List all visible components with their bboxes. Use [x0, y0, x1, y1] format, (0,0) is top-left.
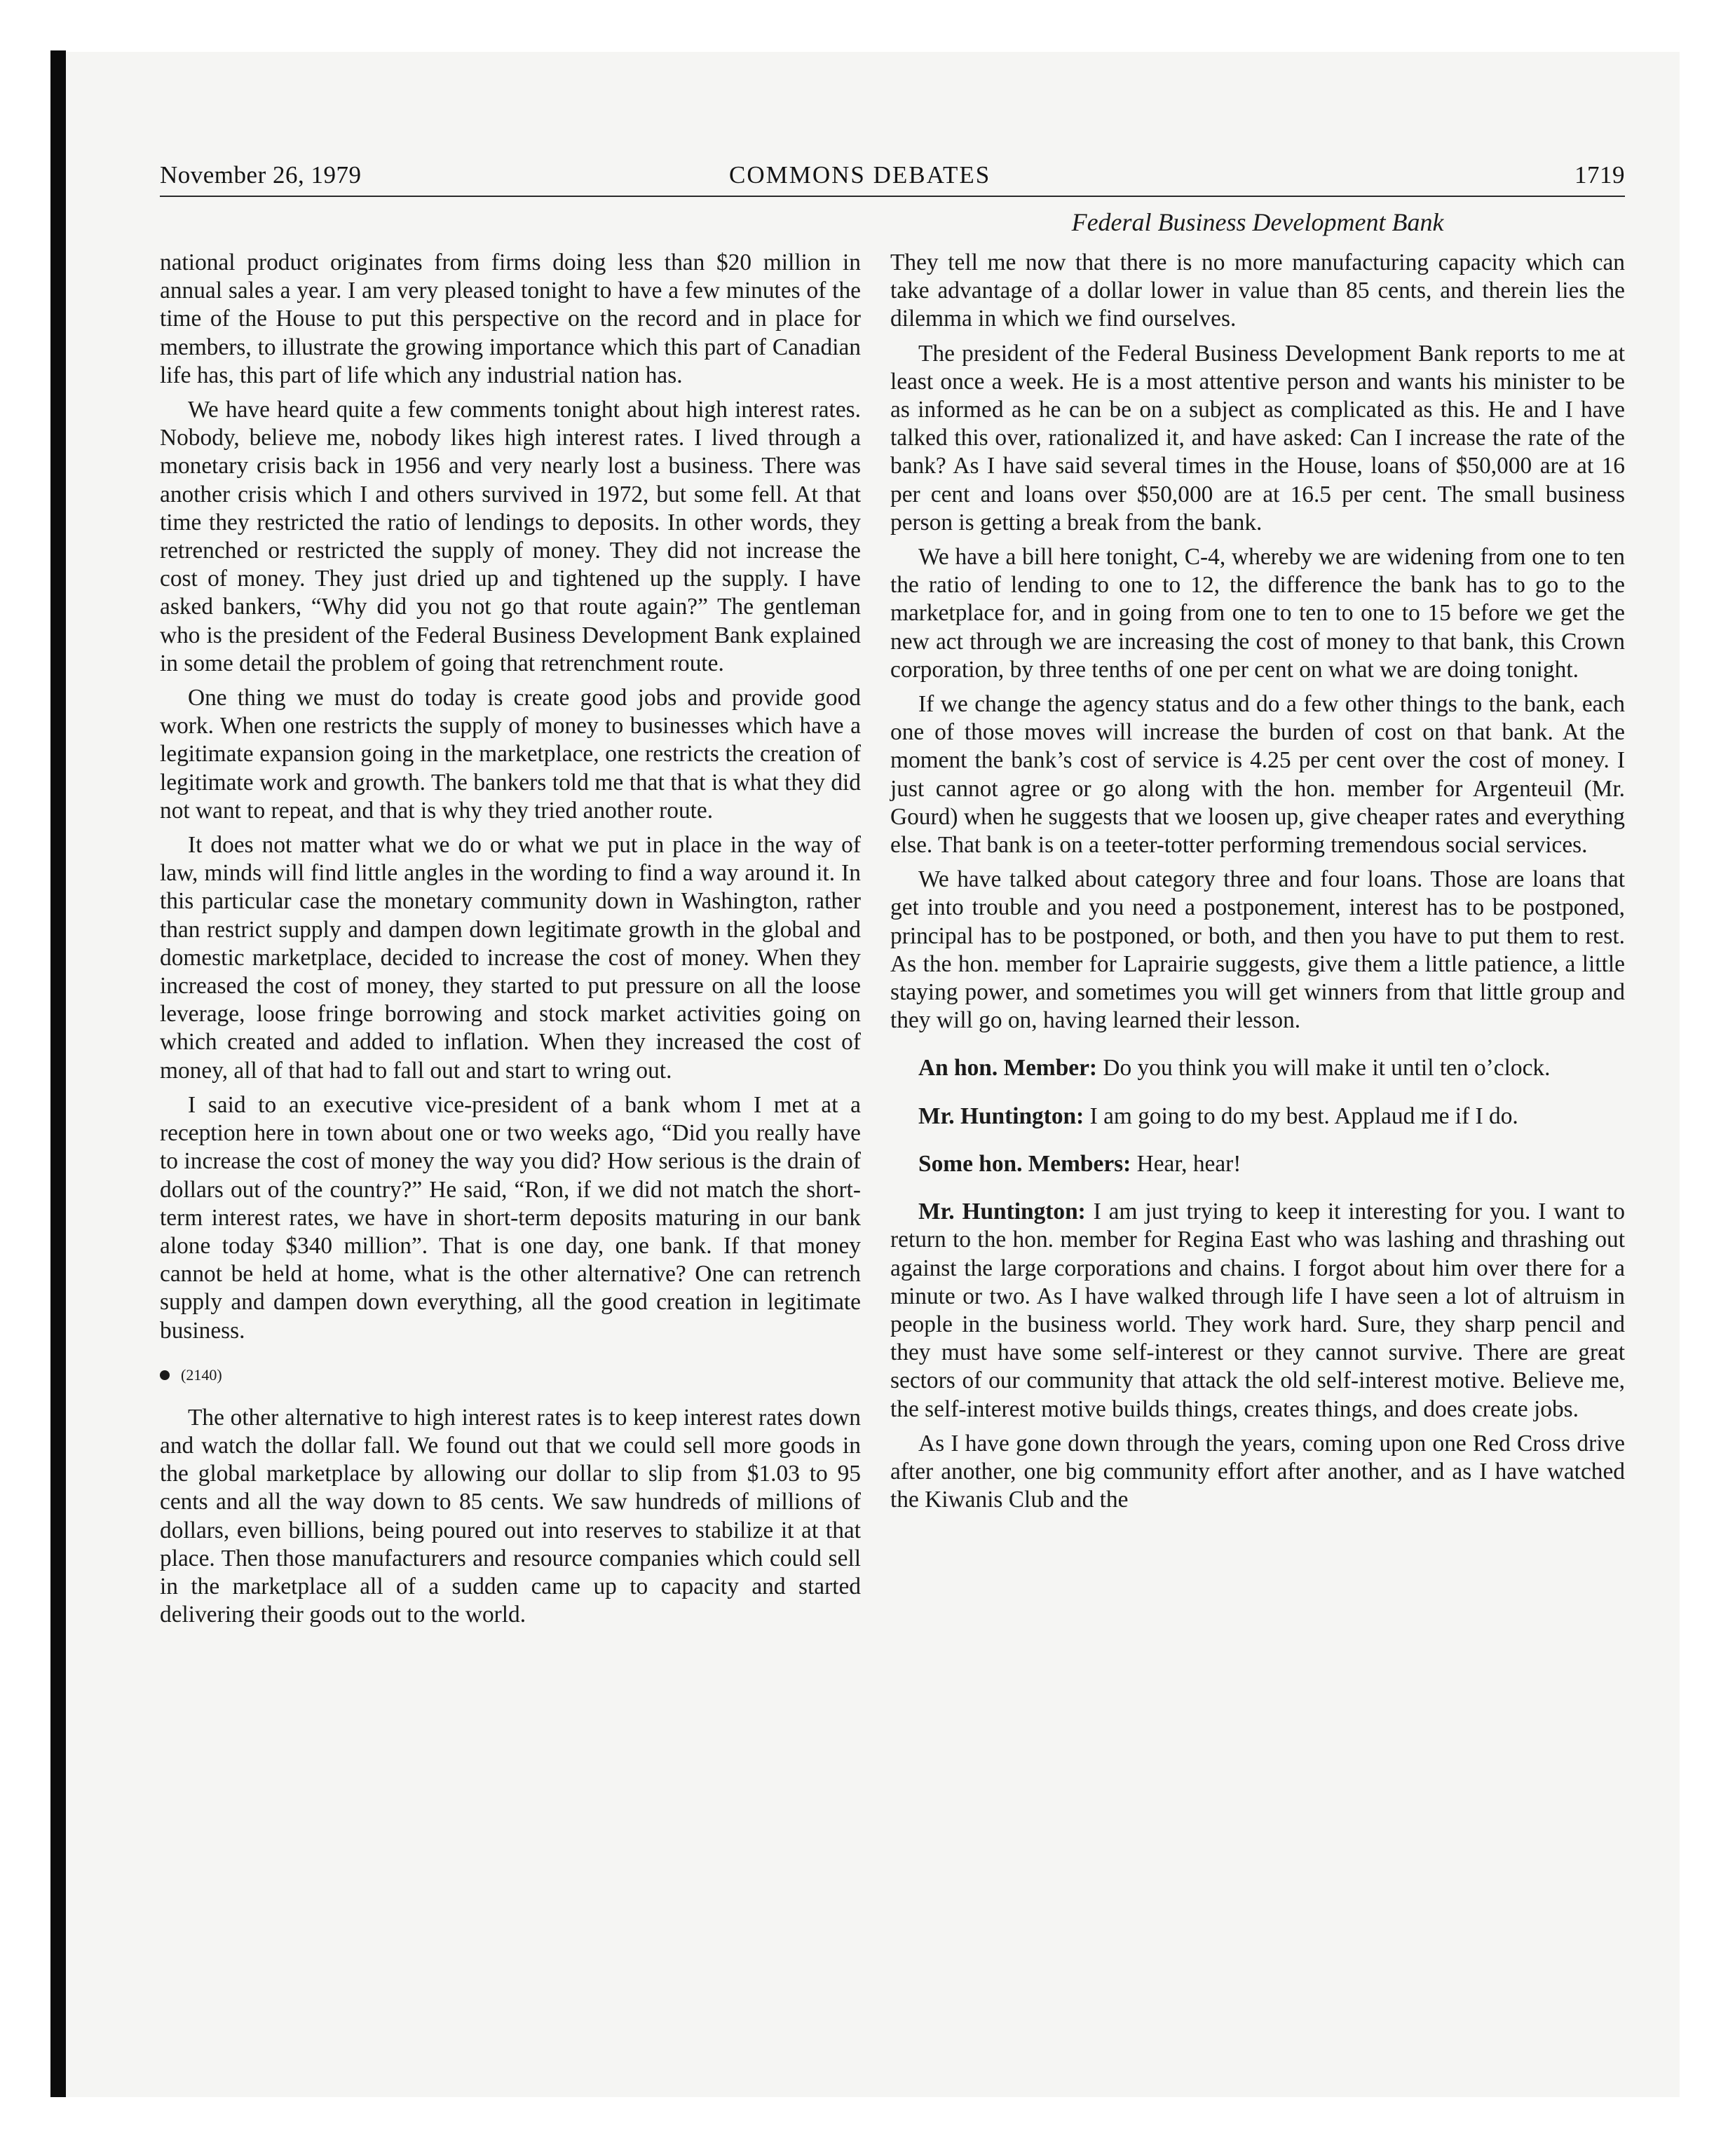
left-column [160, 249, 861, 1635]
running-head: Federal Business Development Bank [1071, 208, 1444, 236]
paragraph: If we change the agency status and do a few other things to the bank, each one of those moves will increase the burden of cost on that bank. At the moment the bank’s cost of service is 4.25 per cent over the cost of money. I just cannot agree or go along with the hon. member for Argenteuil (Mr. Gourd) when he suggests that we loosen up, give cheaper rates and everything else. That bank is on a teeter-totter performing tremendous social services. [890, 691, 1625, 859]
scan-edge [50, 50, 66, 2097]
header-title: COMMONS DEBATES [729, 161, 991, 189]
paragraph: As I have gone down through the years, coming upon one Red Cross drive after another, one big community effort after another, and as I have watched the Kiwanis Club and the [890, 1430, 1625, 1513]
speech [890, 1054, 1625, 1082]
right-column [890, 249, 1625, 1520]
speaker-name: Mr. Huntington: [918, 1103, 1084, 1129]
speech-text: I am going to do my best. Applaud me if I do. [1084, 1103, 1518, 1129]
speaker-name: Some hon. Members: [918, 1150, 1131, 1177]
paragraph: We have heard quite a few comments tonight about high interest rates. Nobody, believe me, nobody likes high interest rates. I lived through a monetary crisis back in 1956 and very nearly lost a business. There was another crisis which I and others survived in 1972, but some fell. At that time they restricted the ratio of lendings to deposits. In other words, they retrenched or restricted the supply of money. They did not increase the cost of money. They just dried up and tightened up the supply. I have asked bankers, “Why did you not go that route again?” The gentleman who is the president of the Federal Business Development Bank explained in some detail the problem of going that retrenchment route. [160, 397, 861, 676]
speaker-name: Mr. Huntington: [918, 1199, 1086, 1225]
bullet-icon [160, 1370, 170, 1380]
speech-text: I am just trying to keep it interesting for you. I want to return to the hon. member for Regina East who was lashing and thrashing out against the large corporations and chains. I forgot about him over there for a minute or two. As I have walked through life I have seen a lot of altruism in people in the business world. They work hard. Sure, they sharp pencil and they must have some self-interest or they cannot survive. There are great sectors of our community that attack the old self-interest motive. Believe me, the self-interest motive builds things, creates things, and does create jobs. [890, 1199, 1625, 1422]
paragraph: It does not matter what we do or what we put in place in the way of law, minds will find little angles in the wording to find a way around it. In this particular case the monetary community down in Washington, rather than restrict supply and dampen down legitimate growth in the global and domestic marketplace, decided to increase the cost of money. When they increased the cost of money, they started to put pressure on all the loose leverage, loose fringe borrowing and stock market activities going on which created and added to inflation. When they increased the cost of money, all of that had to fall out and start to wring out. [160, 832, 861, 1084]
header-rule [160, 196, 1625, 197]
paragraph: The other alternative to high interest rates is to keep interest rates down and watch the dollar fall. We found out that we could sell more goods in the global marketplace by allowing our dollar to slip from $1.03 to 95 cents and all the way down to 85 cents. We saw hundreds of millions of dollars, even billions, being poured out into reserves to stabilize it at that place. Then those manufacturers and resource companies which could sell in the marketplace all of a sudden came up to capacity and started delivering their goods out to the world. [160, 1404, 861, 1628]
paragraph: We have talked about category three and four loans. Those are loans that get into trouble and you need a postponement, interest has to be postponed, principal has to be postponed, or both, and then you have to put them to rest. As the hon. member for Laprairie suggests, give them a little patience, a little staying power, and sometimes you will get winners from that little group and they will go on, having learned their lesson. [890, 866, 1625, 1034]
paragraph: They tell me now that there is no more manufacturing capacity which can take advantage of a dollar lower in value than 85 cents, and therein lies the dilemma in which we find ourselves. [890, 250, 1625, 332]
header-date: November 26, 1979 [160, 161, 362, 189]
paragraph: One thing we must do today is create good jobs and provide good work. When one restricts the supply of money to businesses which have a legitimate expansion going in the marketplace, one restricts the creation of legitimate work and growth. The bankers told me that that is what they did not want to repeat, and that is why they tried another route. [160, 685, 861, 824]
paragraph: national product originates from firms doing less than $20 million in annual sales a year. I am very pleased tonight to have a few minutes of the time of the House to put this perspective on the record and in place for members, to illustrate the growing importance which this part of Canadian life has, this part of life which any industrial nation has. [160, 250, 861, 388]
time-marker-label: (2140) [181, 1365, 222, 1384]
speech-text: Hear, hear! [1131, 1150, 1241, 1177]
time-marker [160, 1363, 861, 1387]
paragraph: We have a bill here tonight, C-4, whereby we are widening from one to ten the ratio of lending to one to 12, the difference the bank has to go to the marketplace for, and in going from one to ten to one to 15 before we get the new act through we are increasing the cost of money to that bank, this Crown corporation, by three tenths of one per cent on what we are doing tonight. [890, 544, 1625, 683]
paragraph: I said to an executive vice-president of a bank whom I met at a reception here in town about one or two weeks ago, “Did you really have to increase the cost of money the way you did? How serious is the drain of dollars out of the country?” He said, “Ron, if we did not match the short-term interest rates, we have in short-term deposits maturing in our bank alone today $340 million”. That is one day, one bank. If that money cannot be held at home, what is the other alternative? One can retrench supply and dampen down everything, all the good creation in legitimate business. [160, 1091, 861, 1344]
speech [890, 1198, 1625, 1424]
speaker-name: An hon. Member: [918, 1055, 1098, 1082]
paragraph: The president of the Federal Business Development Bank reports to me at least once a week. He is a most attentive person and wants his minister to be as informed as he can be on a subject as complicated as this. He and I have talked this over, rationalized it, and have asked: Can I increase the rate of the bank? As I have said several times in the House, loans of $50,000 are at 16 per cent and loans over $50,000 are at 16.5 per cent. The small business person is getting a break from the bank. [890, 340, 1625, 535]
speech [890, 1150, 1625, 1178]
speech [890, 1103, 1625, 1131]
speech-text: Do you think you will make it until ten o’clock. [1097, 1055, 1551, 1082]
page-number: 1719 [1574, 161, 1625, 189]
